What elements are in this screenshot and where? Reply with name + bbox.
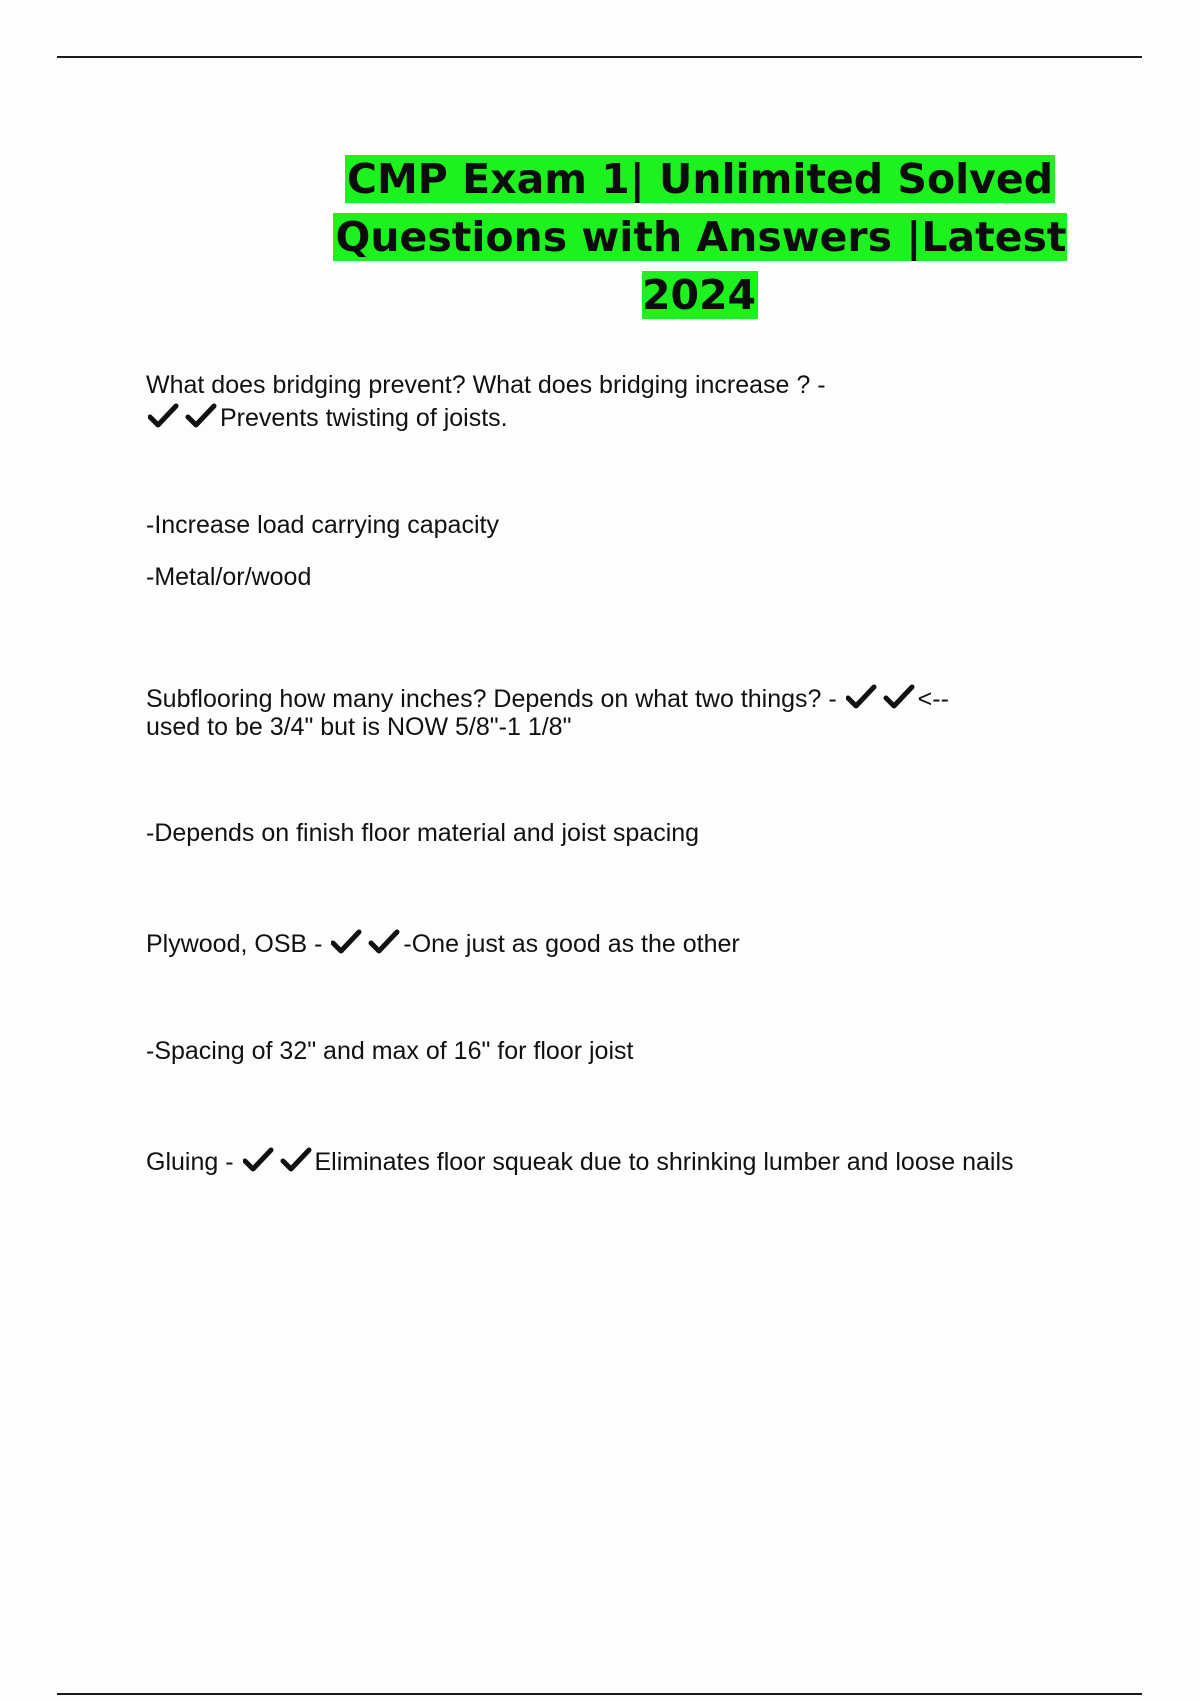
answer-text: Eliminates floor squeak due to shrinking lumber and loose nails [314,1148,1014,1176]
question-text: Plywood, OSB - [146,930,323,958]
document-title [290,150,1110,324]
top-rule [57,56,1142,58]
answer-line-load-capacity [146,509,1076,542]
question-text: Subflooring how many inches? Depends on what two things? - [146,685,837,713]
qa-item-plywood [146,928,1076,961]
answer-text: -One just as good as the other [403,930,740,958]
title-line-1: CMP Exam 1| Unlimited Solved [346,155,1054,203]
answer-text: Prevents twisting of joists. [220,404,508,432]
bottom-rule [57,1693,1142,1695]
answer-text: -Increase load carrying capacity [146,511,499,539]
answer-line-depends [146,817,1076,850]
answer-text: -Spacing of 32" and max of 16" for floor joist [146,1037,634,1065]
answer-text: -Metal/or/wood [146,563,312,591]
double-checkmark-icon [331,929,401,955]
double-checkmark-icon [148,403,218,429]
title-line-2: Questions with Answers |Latest 2024 [335,213,1067,319]
qa-item-bridging [146,369,1076,435]
answer-continuation: used to be 3/4" but is NOW 5/8"-1 1/8" [146,713,572,741]
question-text: Gluing - [146,1148,234,1176]
double-checkmark-icon [243,1147,313,1173]
qa-item-subflooring [146,683,1076,744]
answer-line-material [146,561,1076,594]
question-text: What does bridging prevent? What does bridging increase ? - [146,371,826,399]
answer-text: <-- [917,685,949,713]
qa-item-gluing [146,1146,1076,1179]
answer-line-spacing [146,1035,1076,1068]
double-checkmark-icon [846,684,916,710]
answer-text: -Depends on finish floor material and joist spacing [146,819,700,847]
